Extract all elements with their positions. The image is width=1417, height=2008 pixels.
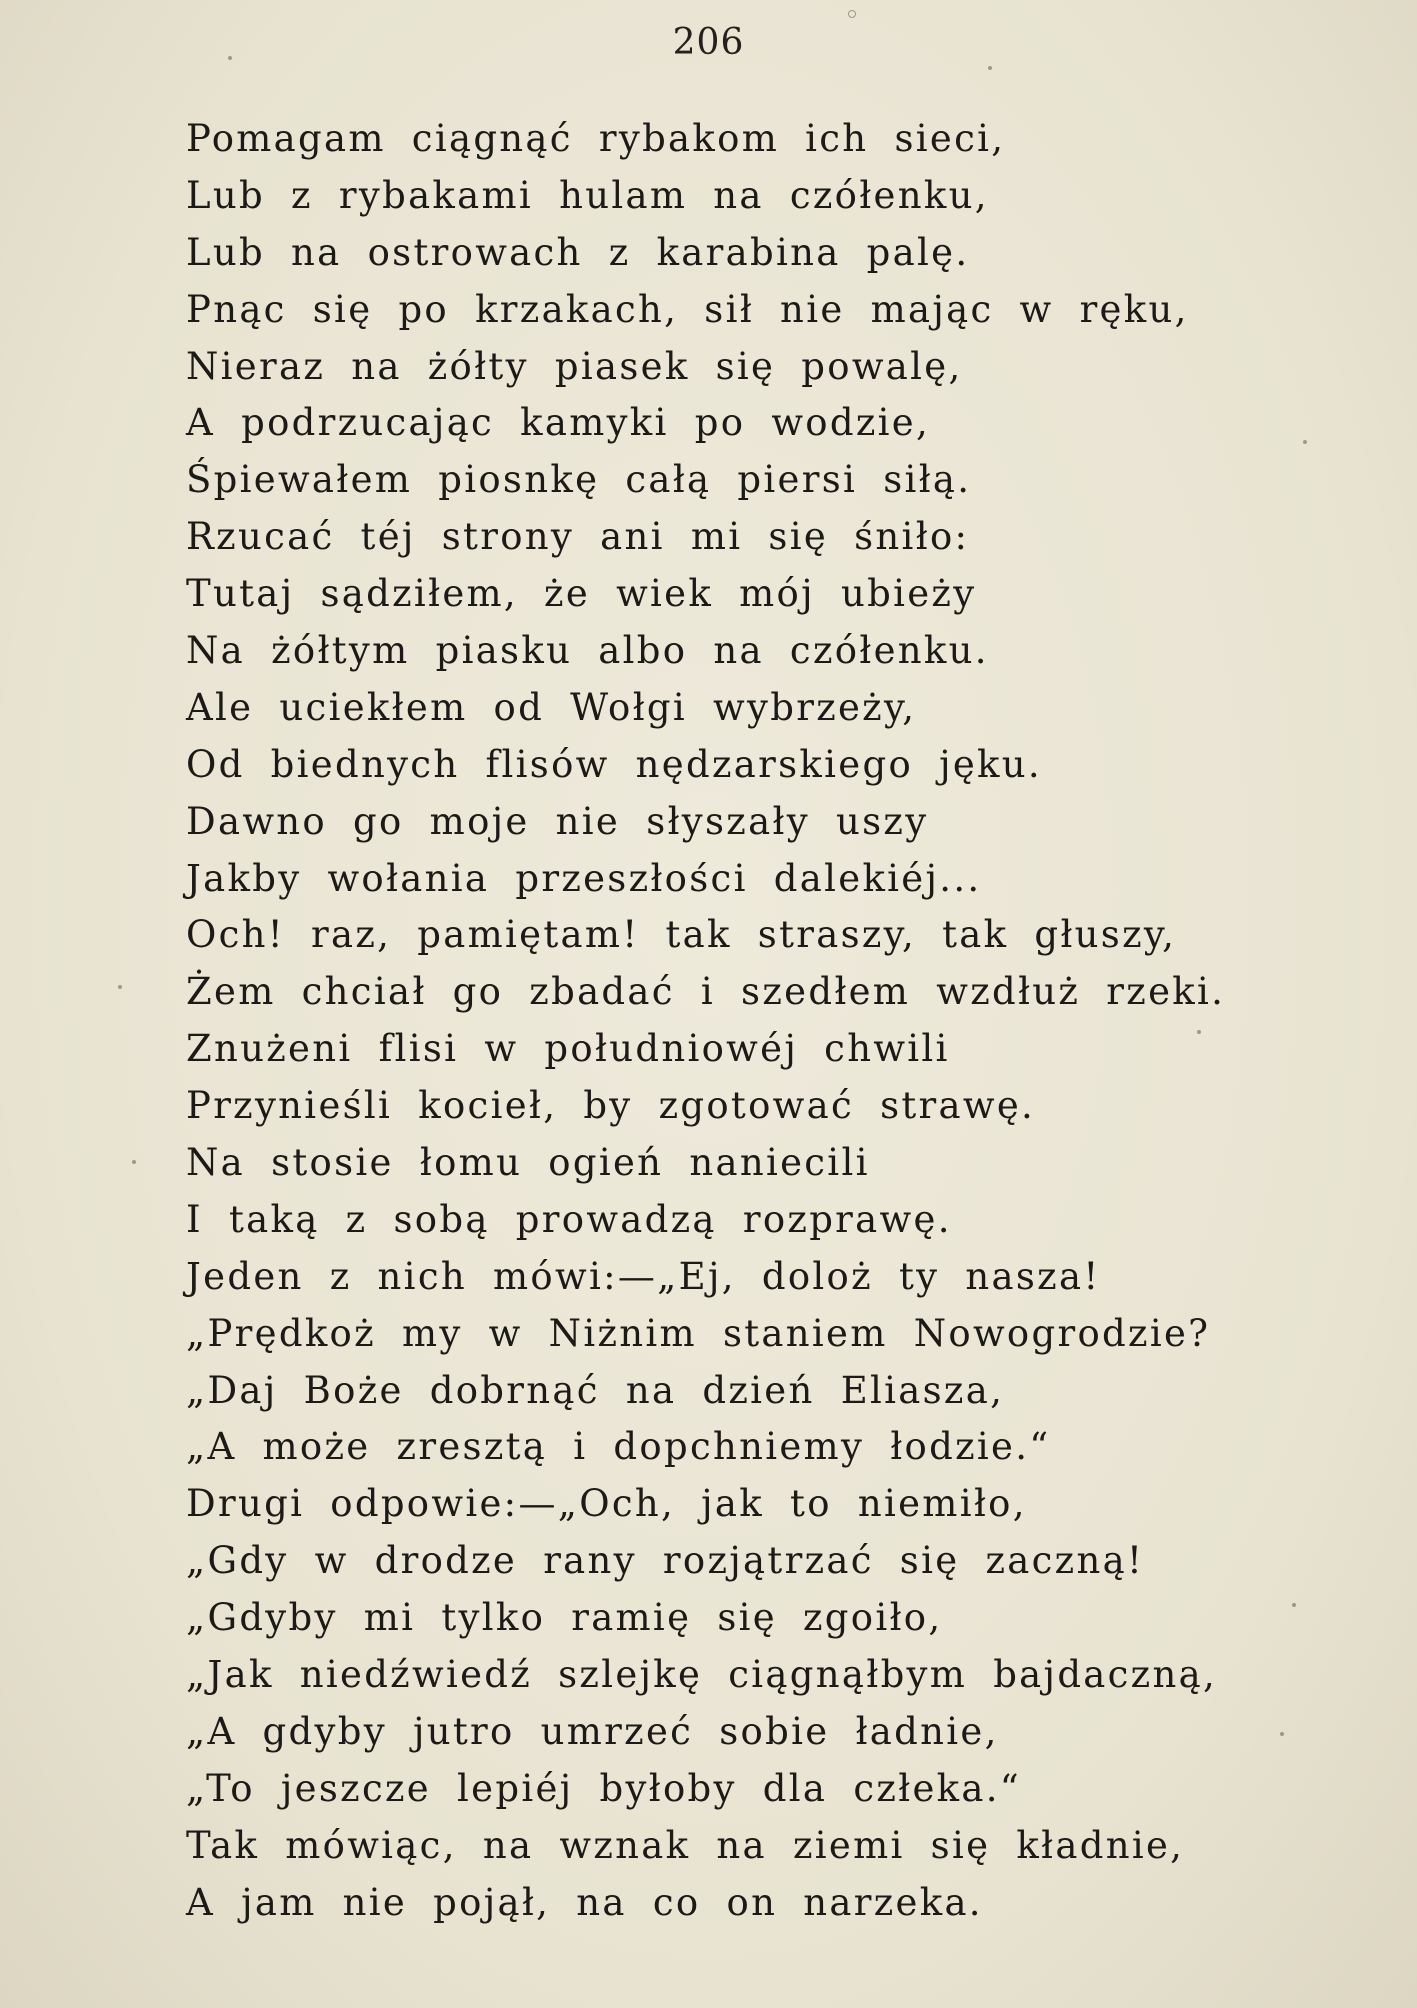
poem-line: A jam nie pojął, na co on narzeka.: [186, 1880, 983, 1924]
poem-line: „Jak niedźwiedź szlejkę ciągnąłbym bajdaczną,: [186, 1653, 1218, 1697]
poem-line: Pnąc się po krzakach, sił nie mając w ręku,: [186, 287, 1189, 331]
poem-line: „A gdyby jutro umrzeć sobie ładnie,: [186, 1709, 999, 1753]
print-speck: [848, 10, 856, 18]
poem-line: Dawno go moje nie słyszały uszy: [186, 799, 929, 843]
poem-line: „A może zresztą i dopchniemy łodzie.“: [186, 1425, 1051, 1469]
poem-line: „To jeszcze lepiéj byłoby dla człeka.“: [186, 1766, 1022, 1810]
poem-line: Przynieśli kocieł, by zgotować strawę.: [186, 1084, 1036, 1128]
page-number: 206: [672, 22, 745, 63]
print-speck: [1280, 1732, 1284, 1736]
poem-text: [186, 111, 1326, 1932]
poem-line: Na stosie łomu ogień naniecili: [186, 1141, 870, 1185]
poem-line: „Gdy w drodze rany rozjątrzać się zaczną!: [186, 1539, 1145, 1583]
poem-line: Pomagam ciągnąć rybakom ich sieci,: [186, 117, 1006, 160]
poem-line: Żem chciał go zbadać i szedłem wzdłuż rzeki.: [186, 970, 1226, 1014]
poem-line: A podrzucając kamyki po wodzie,: [186, 401, 931, 445]
poem-line: Jakby wołania przeszłości dalekiéj...: [186, 856, 982, 900]
print-speck: [988, 66, 992, 70]
poem-line: Drugi odpowie:—„Och, jak to niemiło,: [186, 1482, 1027, 1526]
poem-line: Lub z rybakami hulam na czółenku,: [186, 173, 989, 217]
poem-line: Nieraz na żółty piasek się powalę,: [186, 344, 963, 388]
print-speck: [1303, 440, 1307, 444]
poem-line: Na żółtym piasku albo na czółenku.: [186, 629, 989, 673]
poem-line: Ale uciekłem od Wołgi wybrzeży,: [186, 685, 917, 729]
poem-line: Och! raz, pamiętam! tak straszy, tak głuszy,: [186, 913, 1177, 957]
poem-line: Lub na ostrowach z karabina palę.: [186, 230, 970, 274]
poem-line: „Prędkoż my w Niżnim staniem Nowogrodzie?: [186, 1311, 1211, 1355]
print-speck: [1197, 1030, 1201, 1034]
poem-line: Rzucać téj strony ani mi się śniło:: [186, 515, 970, 559]
poem-line: Od biednych flisów nędzarskiego jęku.: [186, 742, 1042, 786]
poem-line: Jeden z nich mówi:—„Ej, doloż ty nasza!: [186, 1254, 1101, 1298]
poem-line: „Gdyby mi tylko ramię się zgoiło,: [186, 1596, 943, 1640]
print-speck: [228, 56, 232, 60]
print-speck: [118, 985, 122, 989]
poem-line: Tutaj sądziłem, że wiek mój ubieży: [186, 572, 977, 616]
poem-line: Znużeni flisi w południowéj chwili: [186, 1027, 950, 1071]
poem-line: I taką z sobą prowadzą rozprawę.: [186, 1197, 952, 1241]
print-speck: [1292, 1603, 1296, 1607]
poem-line: Tak mówiąc, na wznak na ziemi się kładnie,: [186, 1823, 1185, 1867]
poem-line: „Daj Boże dobrnąć na dzień Eliasza,: [186, 1368, 1005, 1412]
poem-line: Śpiewałem piosnkę całą piersi siłą.: [186, 458, 972, 502]
print-speck: [132, 1160, 136, 1164]
